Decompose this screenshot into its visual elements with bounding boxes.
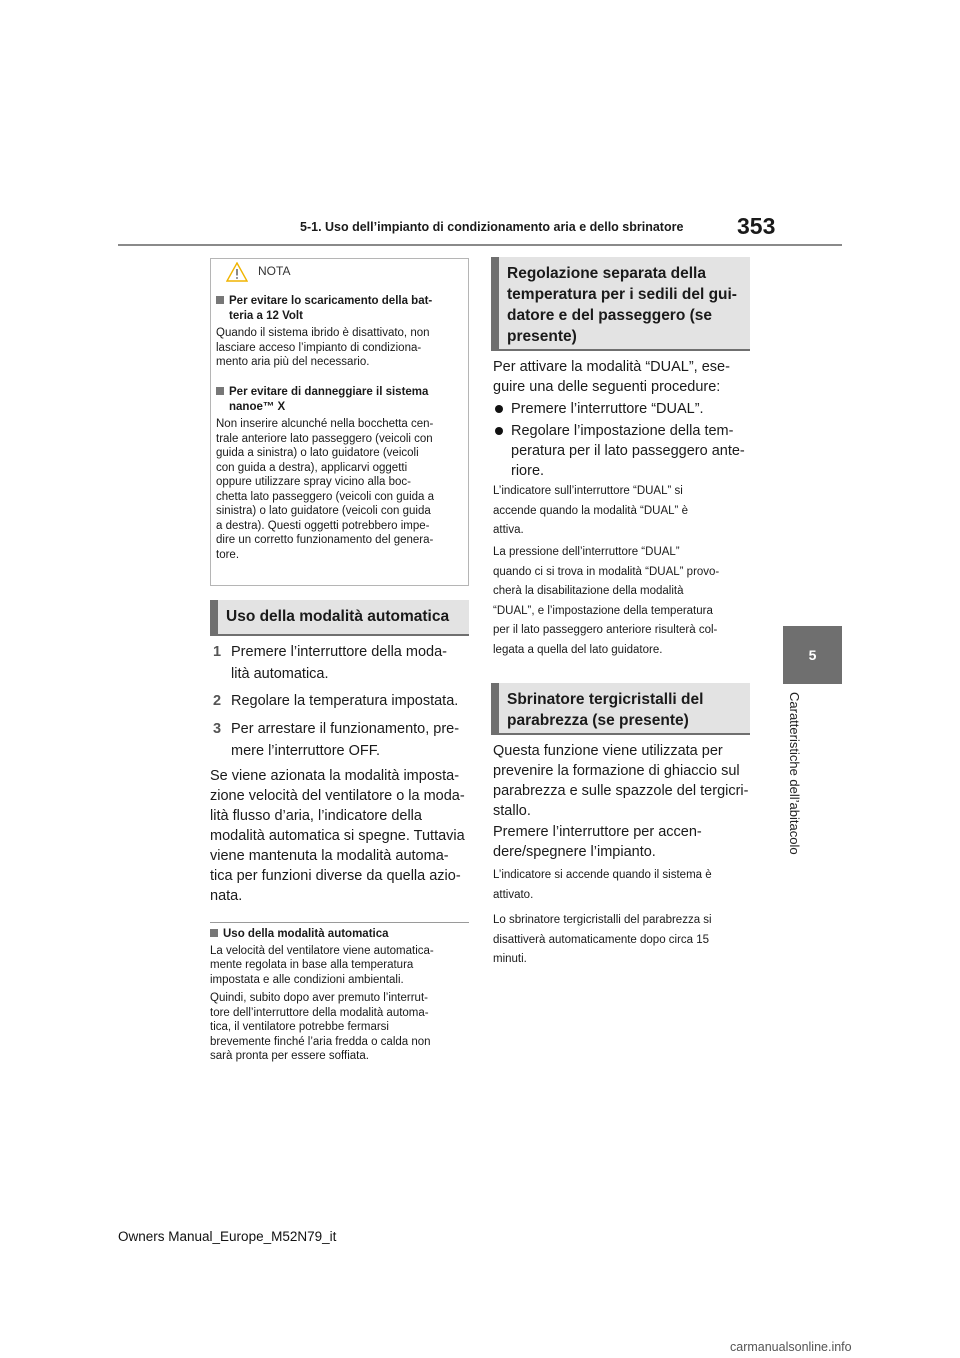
note-line: sarà pronta per essere soffiata. [210, 1050, 369, 1062]
nota-text-line: guida a sinistra) o lato guidatore (veicoli [216, 447, 419, 459]
document-footer: Owners Manual_Europe_M52N79_it [118, 1229, 337, 1244]
nota-text-line: oppure utilizzare spray vicino alla boc- [216, 476, 411, 488]
bullet-text: Regolare l’impostazione della tem- [511, 423, 734, 439]
paragraph-line: dere/spegnere l’impianto. [493, 844, 656, 860]
bullet-dot-icon [495, 427, 503, 435]
nota-text-line: a destra). Questi oggetti potrebbero impe- [216, 519, 430, 532]
nota-text-line: Quando il sistema ibrido è disattivato, non [216, 327, 430, 339]
nota-item-title: Per evitare di danneggiare il sistema [229, 386, 429, 398]
small-line: minuti. [493, 953, 527, 965]
note-line: tore dell’interruttore della modalità automa- [210, 1006, 429, 1019]
small-line: legata a quella del lato guidatore. [493, 643, 663, 656]
nota-text-line: mento aria più del necessario. [216, 356, 370, 368]
step-text: Regolare la temperatura impostata. [231, 693, 459, 709]
nota-text-line: Non inserire alcunché nella bocchetta cen- [216, 418, 434, 430]
small-line: quando ci si trova in modalità “DUAL” provo- [493, 565, 720, 578]
step-text: mere l’interruttore OFF. [231, 743, 381, 759]
small-line: La pressione dell’interruttore “DUAL” [493, 546, 680, 558]
step-1 [213, 641, 473, 685]
small-line: Lo sbrinatore tergicristalli del parabrezza si [493, 914, 712, 926]
step-text: Per arrestare il funzionamento, pre- [231, 721, 460, 737]
nota-item-battery [216, 294, 464, 370]
paragraph-line: tica per funzioni diverse da quella azio- [210, 868, 461, 884]
bullet-dual-switch [493, 399, 753, 419]
bullet-text: Premere l’interruttore “DUAL”. [511, 401, 704, 417]
nota-text-line: trale anteriore lato passeggero (veicoli con [216, 432, 433, 445]
note-divider [210, 922, 469, 923]
paragraph-line: lità flusso d’aria, l’indicatore della [210, 808, 422, 824]
small-line: cherà la disabilitazione della modalità [493, 585, 684, 597]
small-line: attiva. [493, 524, 524, 536]
note-line: mente regolata in base alla temperatura [210, 959, 414, 971]
paragraph-line: modalità automatica si spegne. Tuttavia [210, 828, 465, 844]
nota-text-line: dire un corretto funzionamento del genera- [216, 534, 434, 546]
paragraph-line: zione velocità del ventilatore o la moda- [210, 788, 465, 804]
step-number: 1 [213, 644, 222, 660]
nota-item-title: teria a 12 Volt [229, 309, 303, 322]
note-title: Uso della modalità automatica [223, 928, 389, 940]
bullet-dot-icon [495, 405, 503, 413]
heading-line: datore e del passeggero (se [507, 307, 713, 324]
step-3 [213, 718, 473, 762]
nota-text-line: con guida a destra), applicarvi oggetti [216, 461, 408, 474]
step-2 [213, 690, 473, 712]
nota-text-line: sinistra) o lato guidatore (veicoli con guida [216, 505, 431, 517]
paragraph-line: parabrezza e sulle spazzole del tergicri- [493, 783, 749, 799]
small-line: per il lato passeggero anteriore risulterà col- [493, 624, 718, 636]
paragraph-line: nata. [210, 888, 243, 904]
paragraph-line: Per attivare la modalità “DUAL”, ese- [493, 359, 730, 375]
dual-indicator-note [493, 482, 755, 541]
square-bullet-icon [210, 929, 218, 937]
deicer-instruction [493, 822, 755, 862]
section-heading-wiper-deicer [491, 683, 750, 733]
auto-mode-paragraph [210, 766, 472, 906]
heading-line: presente) [507, 328, 577, 345]
step-text: Premere l’interruttore della moda- [231, 644, 447, 660]
section-heading-auto-mode: Uso della modalità automatica [210, 600, 469, 634]
section-heading-dual [491, 257, 750, 349]
dual-intro [493, 357, 755, 397]
nota-item-title: nanoe™ X [229, 400, 286, 413]
note-line: brevemente finché l’aria fredda o calda non [210, 1035, 431, 1048]
step-text: lità automatica. [231, 666, 329, 682]
nota-text-line: lasciare acceso l’impianto di condiziona- [216, 341, 422, 354]
square-bullet-icon [216, 296, 224, 304]
step-number: 2 [213, 693, 222, 709]
nota-item-nanoe [216, 385, 464, 562]
note-line: tica, il ventilatore potrebbe fermarsi [210, 1021, 389, 1033]
small-line: attivato. [493, 888, 534, 901]
note-line: Quindi, subito dopo aver premuto l’interrut- [210, 992, 428, 1004]
small-line: “DUAL”, e l’impostazione della temperatura [493, 604, 713, 617]
nota-label: NOTA [258, 264, 291, 278]
heading-line: temperatura per i sedili del gui- [507, 286, 737, 303]
chapter-tab-label: Caratteristiche dell’abitacolo [787, 692, 802, 855]
bullet-text: riore. [511, 463, 545, 479]
deicer-indicator-note [493, 866, 755, 905]
nota-text-line: tore. [216, 548, 240, 561]
dual-disable-note [493, 543, 755, 660]
small-line: disattiverà automaticamente dopo circa 15 [493, 933, 710, 946]
deicer-auto-off-note [493, 911, 755, 970]
heading-line: parabrezza (se presente) [507, 712, 689, 729]
auto-mode-note [210, 927, 470, 1064]
header-divider [118, 244, 842, 246]
paragraph-line: Se viene azionata la modalità imposta- [210, 768, 460, 784]
small-line: L’indicatore sull’interruttore “DUAL” si [493, 485, 683, 497]
step-number: 3 [213, 721, 222, 737]
page-number: 353 [737, 213, 776, 239]
watermark: carmanualsonline.info [730, 1340, 852, 1354]
small-line: L’indicatore si accende quando il sistema è [493, 869, 712, 881]
note-line: impostata e alle condizioni ambientali. [210, 973, 404, 986]
bullet-text: peratura per il lato passeggero ante- [511, 443, 745, 459]
bullet-passenger-temp [493, 421, 753, 481]
nota-text-line: chetta lato passeggero (veicoli con guida a [216, 490, 435, 503]
heading-line: Sbrinatore tergicristalli del [507, 691, 704, 708]
note-line: La velocità del ventilatore viene automatica- [210, 944, 434, 957]
chapter-tab[interactable]: 5 [783, 626, 842, 684]
square-bullet-icon [216, 387, 224, 395]
paragraph-line: Questa funzione viene utilizzata per [493, 743, 723, 759]
paragraph-line: prevenire la formazione di ghiaccio sul [493, 763, 740, 779]
warning-icon [226, 262, 248, 282]
small-line: accende quando la modalità “DUAL” è [493, 504, 688, 517]
paragraph-line: stallo. [493, 803, 531, 819]
chapter-title: 5-1. Uso dell’impianto di condizionamento aria e dello sbrinatore [300, 220, 684, 234]
heading-line: Regolazione separata della [507, 265, 706, 282]
paragraph-line: Premere l’interruttore per accen- [493, 824, 702, 840]
nota-item-title: Per evitare lo scaricamento della bat- [229, 295, 433, 307]
paragraph-line: guire una delle seguenti procedure: [493, 379, 721, 395]
paragraph-line: viene mantenuta la modalità automa- [210, 848, 449, 864]
deicer-paragraph [493, 741, 755, 821]
